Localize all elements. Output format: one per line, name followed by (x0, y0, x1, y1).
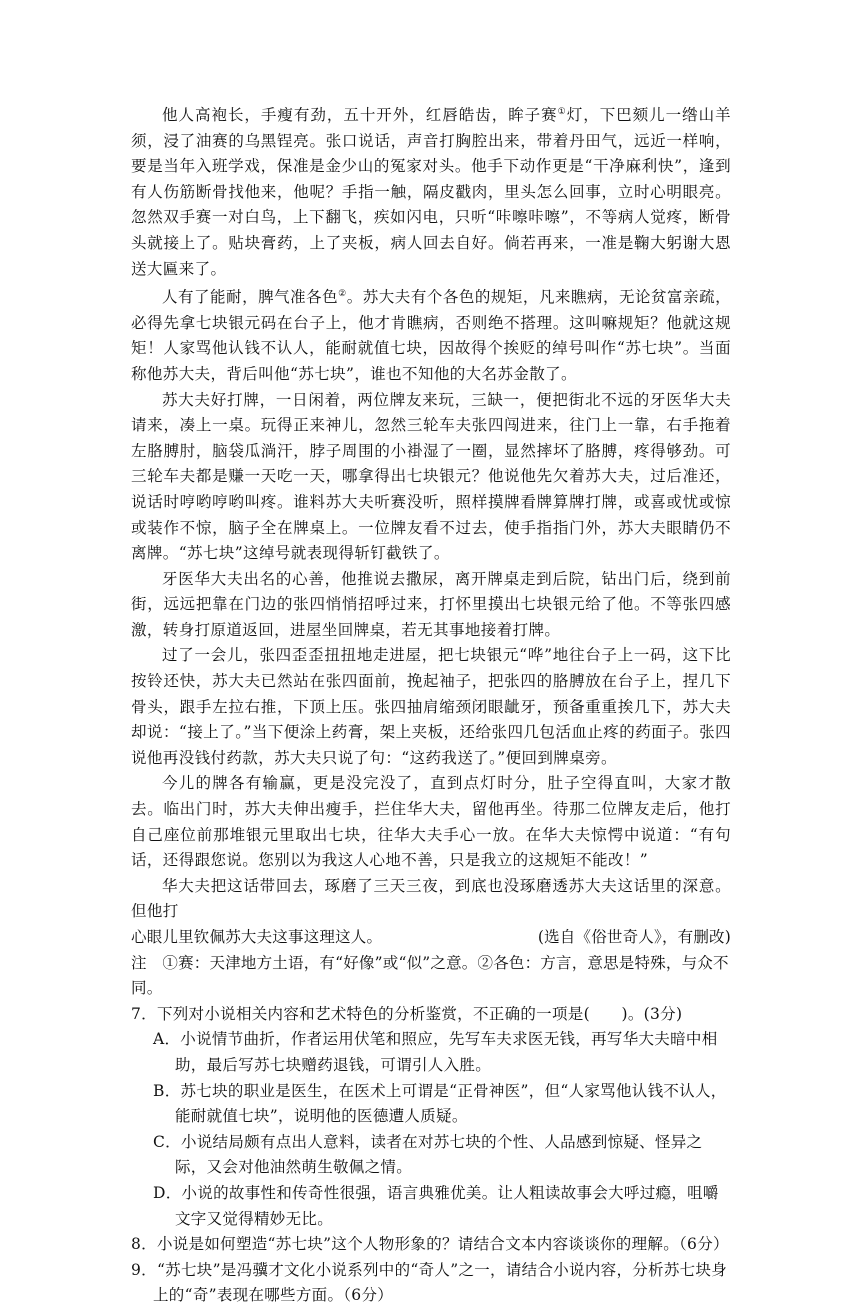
passage-paragraph-2: 人有了能耐，脾气准各色②。苏大夫有个各色的规矩，凡来瞧病，无论贫富亲疏，必得先拿七块银元码在台子上，他才肯瞧病，否则绝不搭理。这叫嘛规矩？他就这规矩！人家骂他认钱不认人，能耐就值七块，因故得个挨贬的绰号叫作“苏七块”。当面称他苏大夫，背后叫他“苏七块”，谁也不知他的大名苏金散了。 (131, 288, 732, 383)
question-7-option-a: A．小说情节曲折，作者运用伏笔和照应，先写车夫求医无钱，再写华大夫暗中相助，最后写苏七块赠药退钱，可谓引人入胜。 (153, 1030, 718, 1074)
document-page (131, 100, 731, 1309)
footnotes: 注 ①赛：天津地方土语，有“好像”或“似”之意。②各色：方言，意思是特殊，与众不同。 (131, 953, 729, 998)
question-9: 9．“苏七块”是冯骥才文化小说系列中的“奇人”之一，请结合小说内容，分析苏七块身上的“奇”表现在哪些方面。（6分） (131, 1260, 728, 1305)
passage-paragraph-7: 华大夫把这话带回去，琢磨了三天三夜，到底也没琢磨透苏大夫这话里的深意。但他打 (131, 876, 731, 921)
passage-paragraph-5: 过了一会儿，张四歪歪扭扭地走进屋，把七块银元“哗”地往台子上一码，这下比按铃还快，苏大夫已然站在张四面前，挽起袖子，把张四的胳膊放在台子上，捏几下骨头，跟手左拉右推，下顶上压。张四抽肩缩颈闭眼龇牙，预备重重挨几下，苏大夫却说：“接上了。”当下便涂上药膏，架上夹板，还给张四几包活血止疼的药面子。张四说他再没钱付药款，苏大夫只说了句：“这药我送了。”便回到牌桌旁。 (131, 646, 731, 767)
passage-paragraph-6: 今儿的牌各有输赢，更是没完没了，直到点灯时分，肚子空得直叫，大家才散去。临出门时，苏大夫伸出瘦手，拦住华大夫，留他再坐。待那二位牌友走后，他打自己座位前那堆银元里取出七块，往华大夫手心一放。在华大夫惊愕中说道：“有句话，还得跟您说。您别以为我这人心地不善，只是我立的这规矩不能改！” (131, 774, 731, 870)
passage-last-line (131, 925, 731, 951)
source-citation: (选自《俗世奇人》，有删改) (537, 928, 731, 946)
passage-paragraph-7-end: 心眼儿里钦佩苏大夫这事这理这人。 (131, 928, 383, 946)
passage-paragraph-3: 苏大夫好打牌，一日闲着，两位牌友来玩，三缺一，便把街北不远的牙医华大夫请来，凑上一桌。玩得正来神儿，忽然三轮车夫张四闯进来，往门上一靠，右手拖着左胳膊肘，脑袋瓜淌汗，脖子周围的小褂湿了一圈，显然摔坏了胳膊，疼得够劲。可三轮车夫都是赚一天吃一天，哪拿得出七块银元？他说他先欠着苏大夫，过后准还，说话时哼哟哼哟叫疼。谁料苏大夫听赛没听，照样摸牌看牌算牌打牌，或喜或忧或惊或装作不惊，脑子全在牌桌上。一位牌友看不过去，使手指指门外，苏大夫眼睛仍不离牌。“苏七块”这绰号就表现得斩钉截铁了。 (131, 390, 731, 563)
question-7-option-c: C．小说结局颇有点出人意料，读者在对苏七块的个性、人品感到惊疑、怪异之际，又会对他油然萌生敬佩之情。 (153, 1132, 703, 1177)
question-7-option-d: D．小说的故事性和传奇性很强，语言典雅优美。让人粗读故事会大呼过瘾，咀嚼文字又觉得精妙无比。 (153, 1183, 719, 1228)
question-7: 7．下列对小说相关内容和艺术特色的分析鉴赏，不正确的一项是( )。(3分) (131, 1004, 683, 1023)
passage-paragraph-4: 牙医华大夫出名的心善，他推说去撒尿，离开牌桌走到后院，钻出门后，绕到前街，远远把靠在门边的张四悄悄招呼过来，打怀里摸出七块银元给了他。不等张四感激，转身打原道返回，进屋坐回牌桌，若无其事地接着打牌。 (131, 569, 731, 639)
footnote-marker-2: ② (338, 289, 347, 300)
footnote-marker-1: ① (557, 107, 567, 117)
question-8: 8．小说是如何塑造“苏七块”这个人物形象的？请结合文本内容谈谈你的理解。（6分） (131, 1235, 729, 1254)
passage-paragraph-1: 他人高袍长，手瘦有劲，五十开外，红唇皓齿，眸子赛①灯，下巴颏儿一绺山羊须，浸了油赛的乌黑锃亮。张口说话，声音打胸腔出来，带着丹田气，远近一样响，要是当年入班学戏，保准是金少山的冤家对头。他手下动作更是“干净麻利快”，逢到有人伤筋断骨找他来，他呢？手指一触，隔皮戳肉，里头怎么回事，立时心明眼亮。忽然双手赛一对白鸟，上下翻飞，疾如闪电，只听“咔嚓咔嚓”，不等病人觉疼，断骨头就接上了。贴块膏药，上了夹板，病人回去自好。倘若再来，一准是鞠大躬谢大恩送大匾来了。 (131, 106, 731, 278)
question-7-option-b: B．苏七块的职业是医生，在医术上可谓是“正骨神医”，但“人家骂他认钱不认人，能耐就值七块”，说明他的医德遭人质疑。 (153, 1081, 727, 1126)
